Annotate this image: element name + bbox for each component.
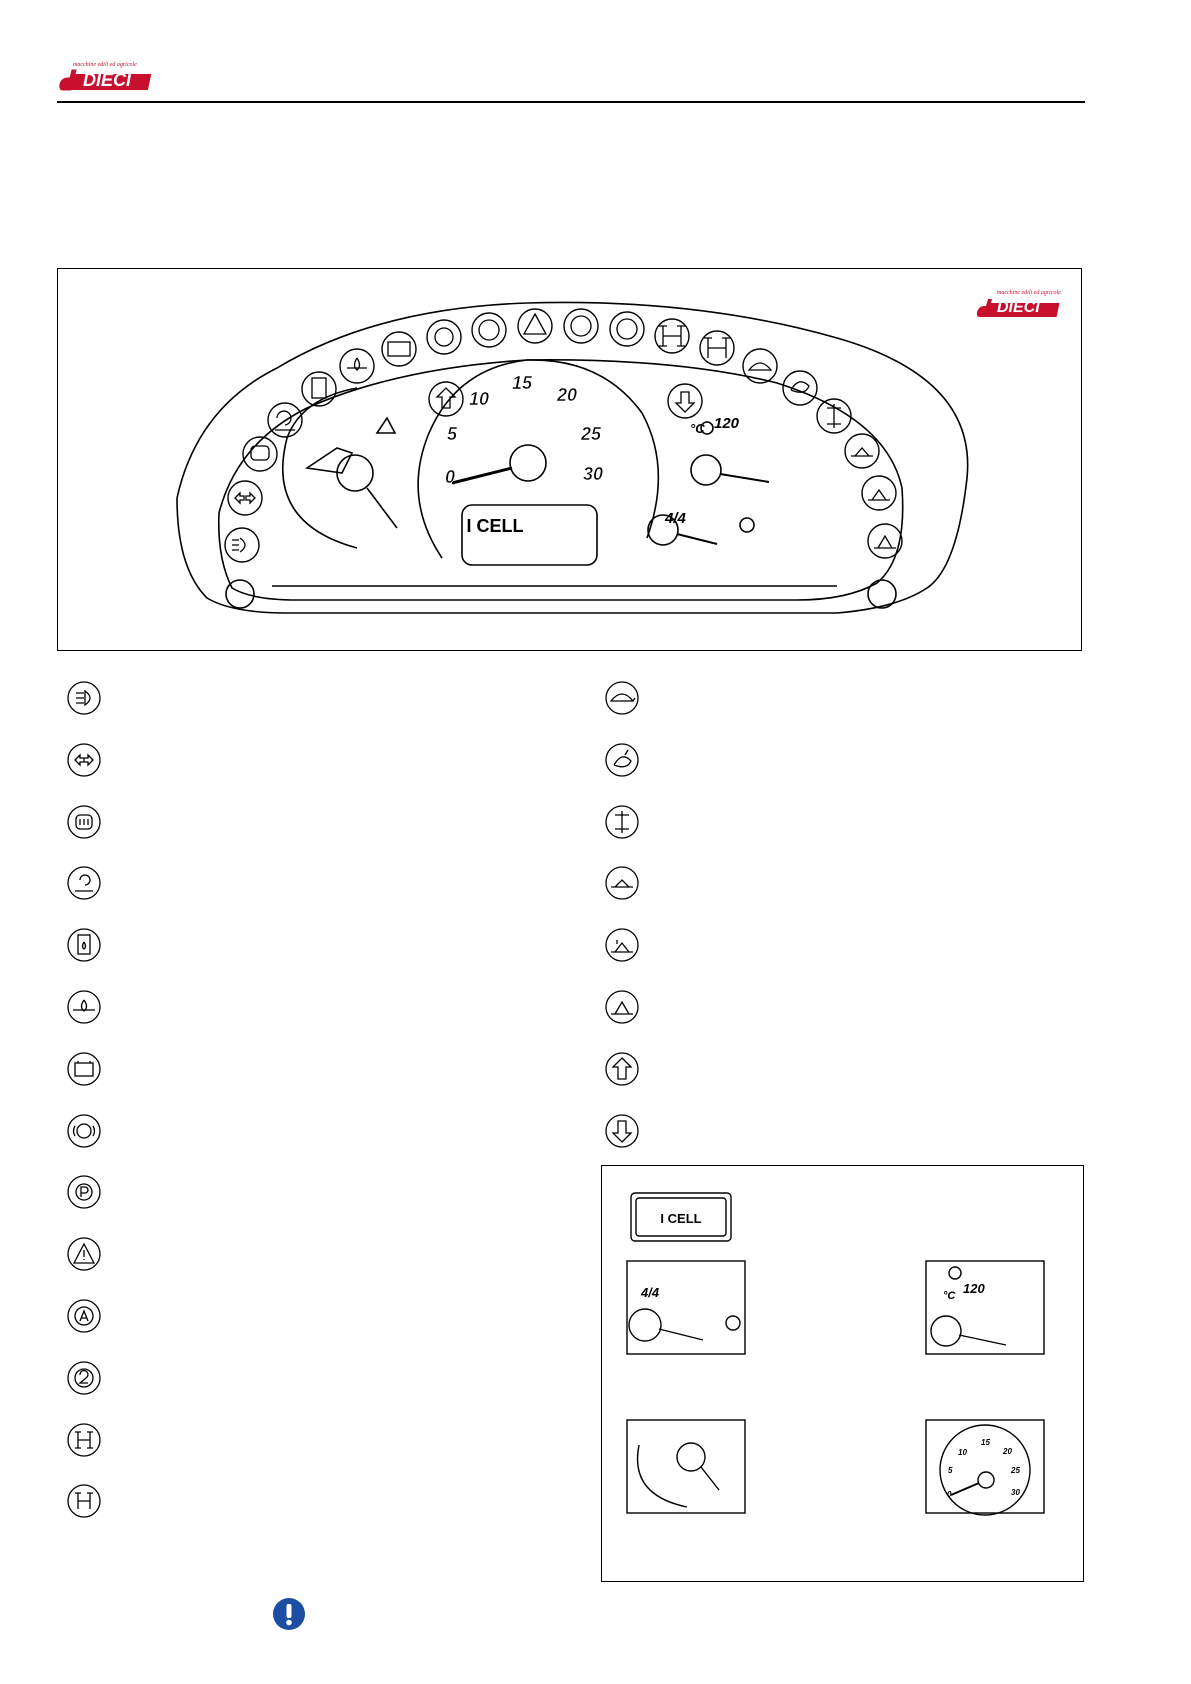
right-knob — [868, 580, 896, 608]
lamp-engine-oil-glyph — [347, 358, 367, 370]
speed-tick-10: 10 — [469, 389, 490, 409]
lamp-level-down-glyph — [868, 490, 890, 500]
hazard-warning-icon — [67, 1237, 101, 1271]
lamp-battery-glyph — [388, 342, 410, 356]
engine-oil-pressure-icon — [67, 990, 101, 1024]
lamp-automatic — [564, 309, 598, 343]
parking-brake-icon — [67, 1175, 101, 1209]
dashboard-illustration — [57, 268, 1082, 651]
lamp-frame-level-down — [862, 476, 896, 510]
speed-tick-25: 25 — [581, 424, 602, 444]
speed-tick-0: 0 — [445, 467, 456, 487]
dashboard-outer-housing — [177, 302, 968, 613]
frame-level-up-icon — [605, 990, 639, 1024]
inset-temp-max: 120 — [963, 1281, 985, 1296]
glow-plug-icon — [67, 805, 101, 839]
lamp-axle-glyph — [827, 404, 841, 428]
lamp-down-glyph — [676, 392, 694, 412]
lamp-brake — [427, 320, 461, 354]
stabilizers-icon — [67, 1423, 101, 1457]
lamp-brake-glyph — [435, 328, 453, 346]
panel-temp-unit: °C — [690, 421, 705, 436]
inset-fuel-label: 4/4 — [641, 1285, 660, 1300]
lamp-level-up-glyph — [874, 536, 896, 548]
lamp-parking-glyph — [479, 320, 499, 340]
header-rule — [57, 101, 1085, 103]
fast-speed-hare-icon — [605, 743, 639, 777]
info-alert-icon — [272, 1597, 306, 1631]
inset-speed-tick-0: 0 — [947, 1490, 952, 1499]
lamp-headlight — [225, 528, 259, 562]
lamp-turtle — [743, 349, 777, 383]
lamp-turtle-glyph — [749, 363, 771, 370]
brand-tagline: macchine edili ed agricole — [73, 62, 137, 68]
lamp-hazard-glyph — [524, 314, 546, 334]
inset-temp-unit: °C — [943, 1290, 956, 1302]
frame-level-down-icon — [605, 928, 639, 962]
lamp-turn-signal — [228, 481, 262, 515]
headlight-icon — [67, 681, 101, 715]
gear-up-arrow-icon — [605, 1052, 639, 1086]
panel-display-text: I CELL — [466, 516, 524, 536]
panel-temp-max: 120 — [714, 415, 740, 432]
slow-speed-turtle-icon — [605, 681, 639, 715]
inset-speed-tick-15: 15 — [981, 1438, 990, 1447]
panel-brand-name: DIECI — [997, 299, 1040, 316]
inset-load-gauge — [627, 1420, 745, 1513]
lamp-hare — [783, 371, 817, 405]
lamp-up-glyph — [437, 388, 455, 408]
inset-display-text: I CELL — [660, 1211, 702, 1226]
lamp-stab-down-glyph — [704, 338, 730, 358]
lamp-parking-brake — [472, 313, 506, 347]
axle-lock-icon — [605, 805, 639, 839]
lamp-stab-glyph — [659, 326, 685, 346]
speed-tick-5: 5 — [447, 424, 458, 444]
second-gear-icon — [67, 1361, 101, 1395]
lamp-battery — [382, 332, 416, 366]
speed-tick-30: 30 — [583, 464, 604, 484]
frame-level-icon — [605, 866, 639, 900]
lamp-frame-level-up — [868, 524, 902, 558]
lamp-auto-glyph — [571, 316, 591, 336]
inset-illustrations — [601, 1165, 1084, 1582]
inset-speed-tick-25: 25 — [1011, 1466, 1020, 1475]
panel-fuel-label: 4/4 — [665, 510, 686, 527]
speed-tick-20: 20 — [557, 385, 578, 405]
inset-speed-gauge — [926, 1420, 1044, 1513]
inset-speed-tick-20: 20 — [1003, 1447, 1012, 1456]
header-logo — [57, 58, 157, 98]
hydraulic-oil-icon — [67, 928, 101, 962]
lamp-engine-oil — [340, 349, 374, 383]
inset-speed-tick-30: 30 — [1011, 1488, 1020, 1497]
lamp-hydraulic-glyph — [312, 378, 326, 398]
lamp-turn-glyph — [235, 493, 255, 503]
automatic-icon — [67, 1299, 101, 1333]
lamp-second-glyph — [617, 319, 637, 339]
speedometer — [418, 360, 658, 565]
speed-tick-15: 15 — [512, 373, 533, 393]
inset-speed-tick-10: 10 — [958, 1448, 967, 1457]
brake-icon — [67, 1114, 101, 1148]
panel-brand-tagline: macchine edili ed agricole — [997, 290, 1061, 296]
stabilizers-down-icon — [67, 1484, 101, 1518]
battery-icon — [67, 1052, 101, 1086]
left-knob — [226, 580, 254, 608]
lamp-frame-level — [845, 434, 879, 468]
inset-speed-tick-5: 5 — [948, 1466, 953, 1475]
gear-down-arrow-icon — [605, 1114, 639, 1148]
lamp-second-gear — [610, 312, 644, 346]
lamp-headlight-glyph — [232, 538, 245, 552]
inset-fuel-gauge — [627, 1261, 745, 1354]
lamp-level-glyph — [851, 448, 873, 456]
brand-name: DIECI — [83, 70, 132, 90]
turn-signal-icon — [67, 743, 101, 777]
steering-mode-icon — [67, 866, 101, 900]
